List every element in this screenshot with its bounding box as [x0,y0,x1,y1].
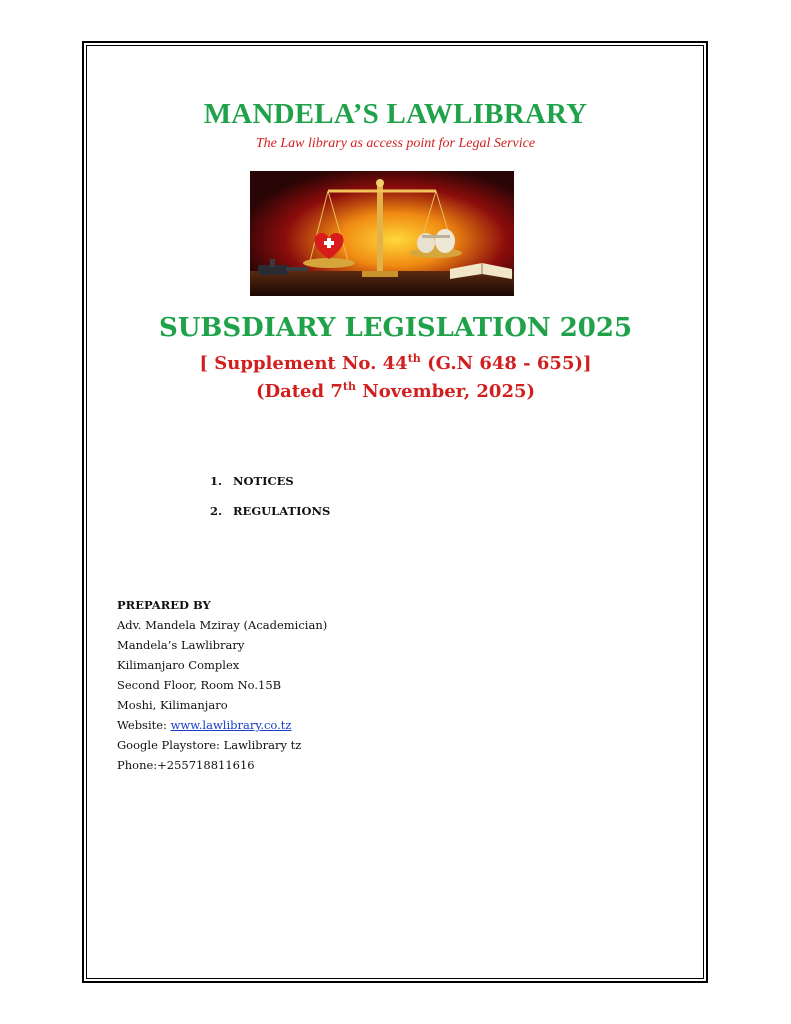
prepared-by-block [117,598,327,778]
list-item-number: 2. [210,504,223,518]
dated-suffix: November, 2025) [355,381,536,402]
scales-of-justice-illustration [250,171,514,296]
website-label: Website: [117,718,171,732]
website-line [117,718,327,738]
supplement-suffix: (G.N 648 - 655)] [420,353,592,374]
supplement-line [0,352,791,374]
playstore-line: Google Playstore: Lawlibrary tz [117,738,302,752]
supplement-ordinal: th [407,352,421,365]
website-link[interactable]: www.lawlibrary.co.tz [170,718,292,732]
prepared-by-heading: PREPARED BY [117,598,211,612]
room-address: Second Floor, Room No.15B [117,678,282,692]
contents-list [210,474,330,534]
brand-name: MANDELA’S LAWLIBRARY [203,98,588,130]
scales-icon [250,171,514,296]
author-name: Adv. Mandela Mziray (Academician) [117,618,328,632]
city-address: Moshi, Kilimanjaro [117,698,228,712]
brand-tagline: The Law library as access point for Legal Service [255,136,536,151]
phone-line: Phone:+255718811616 [117,758,255,772]
list-item [210,474,330,504]
list-item-label: NOTICES [233,474,294,488]
list-item [210,504,330,534]
dated-prefix: (Dated 7 [255,381,343,402]
building-name: Kilimanjaro Complex [117,658,240,672]
organization-name: Mandela’s Lawlibrary [117,638,245,652]
document-title: SUBSDIARY LEGISLATION 2025 [158,313,633,343]
dated-ordinal: th [342,380,356,393]
list-item-label: REGULATIONS [233,504,331,518]
dated-line [0,380,791,402]
supplement-prefix: [ Supplement No. 44 [199,353,408,374]
list-item-number: 1. [210,474,223,488]
